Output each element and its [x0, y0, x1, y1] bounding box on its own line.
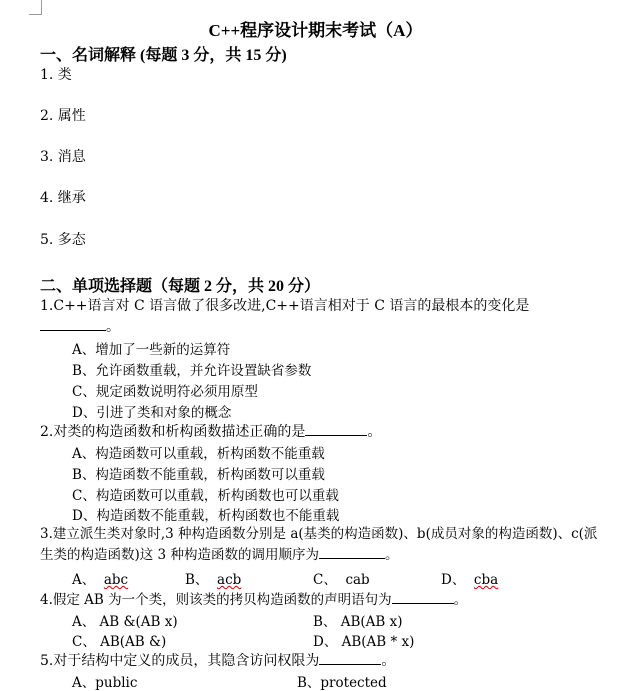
q4-option-a: A、 AB &(AB x)	[72, 614, 178, 630]
question-1-stem: 1.C++语言对 C 语言做了很多改进,C++语言相对于 C 语言的最根本的变化是	[40, 298, 530, 314]
term-item-4: 4. 继承	[40, 190, 86, 206]
q1-option-a: A、增加了一些新的运算符	[72, 342, 231, 358]
q3-option-b: B、 acb	[185, 572, 242, 588]
q1-option-c: C、规定函数说明符必须用原型	[72, 384, 258, 400]
question-5-tail: 。	[381, 653, 396, 669]
exam-title: C++程序设计期末考试（A）	[208, 21, 423, 40]
q3-option-d-text: cba	[473, 572, 499, 588]
answer-blank	[40, 316, 106, 331]
q3-option-b-text: acb	[217, 572, 242, 588]
question-2-tail: 。	[367, 424, 382, 440]
term-item-5: 5. 多态	[40, 232, 86, 248]
page-corner-mark	[29, 0, 42, 15]
section-1-heading: 一、名词解释 (每题 3 分，共 15 分)	[40, 47, 287, 64]
question-3-tail: 。	[384, 547, 399, 563]
question-4-tail: 。	[453, 592, 468, 608]
q4-option-c: C、 AB(AB &)	[72, 634, 167, 650]
question-2-stem: 2.对类的构造函数和析构函数描述正确的是	[40, 424, 306, 440]
question-5-stem: 5.对于结构中定义的成员，其隐含访问权限为	[40, 653, 320, 669]
q3-option-c-text: cab	[345, 572, 370, 588]
question-2	[40, 421, 381, 441]
q3-option-a: A、 abc	[72, 572, 129, 588]
q1-option-b: B、允许函数重载，并允许设置缺省参数	[72, 363, 312, 379]
q2-option-c: C、构造函数可以重载，析构函数也可以重载	[72, 488, 339, 504]
q4-option-d: D、 AB(AB * x)	[313, 634, 415, 650]
section-2-heading: 二、单项选择题（每题 2 分，共 20 分）	[40, 278, 321, 295]
question-3	[40, 524, 600, 565]
q5-option-b: B、protected	[297, 675, 387, 691]
q3-option-d: D、 cba	[441, 572, 499, 588]
answer-blank	[392, 589, 454, 604]
question-1-tail: 。	[106, 319, 120, 335]
term-item-1: 1. 类	[40, 67, 72, 83]
q4-option-b: B、 AB(AB x)	[313, 614, 403, 630]
q2-option-a: A、构造函数可以重载，析构函数不能重载	[72, 446, 325, 462]
question-1	[40, 296, 600, 337]
q3-option-c: C、 cab	[313, 572, 370, 588]
question-4	[40, 589, 467, 609]
answer-blank	[305, 421, 367, 436]
q3-option-a-text: abc	[103, 572, 129, 588]
answer-blank	[319, 650, 381, 665]
term-item-3: 3. 消息	[40, 149, 86, 165]
q2-option-d: D、构造函数不能重载，析构函数也不能重载	[72, 508, 340, 524]
answer-blank	[319, 544, 385, 559]
q5-option-a: A、public	[72, 675, 138, 691]
question-3-stem: 3.建立派生类对象时,3 种构造函数分别是 a(基类的构造函数)、b(成员对象的构造函数)、c(派生类的构造函数)这 3 种构造函数的调用顺序为	[40, 526, 598, 563]
question-5	[40, 650, 395, 670]
q2-option-b: B、构造函数不能重载，析构函数可以重载	[72, 467, 325, 483]
question-4-stem: 4.假定 AB 为一个类，则该类的拷贝构造函数的声明语句为	[40, 592, 392, 608]
q1-option-d: D、引进了类和对象的概念	[72, 405, 232, 421]
term-item-2: 2. 属性	[40, 108, 86, 124]
